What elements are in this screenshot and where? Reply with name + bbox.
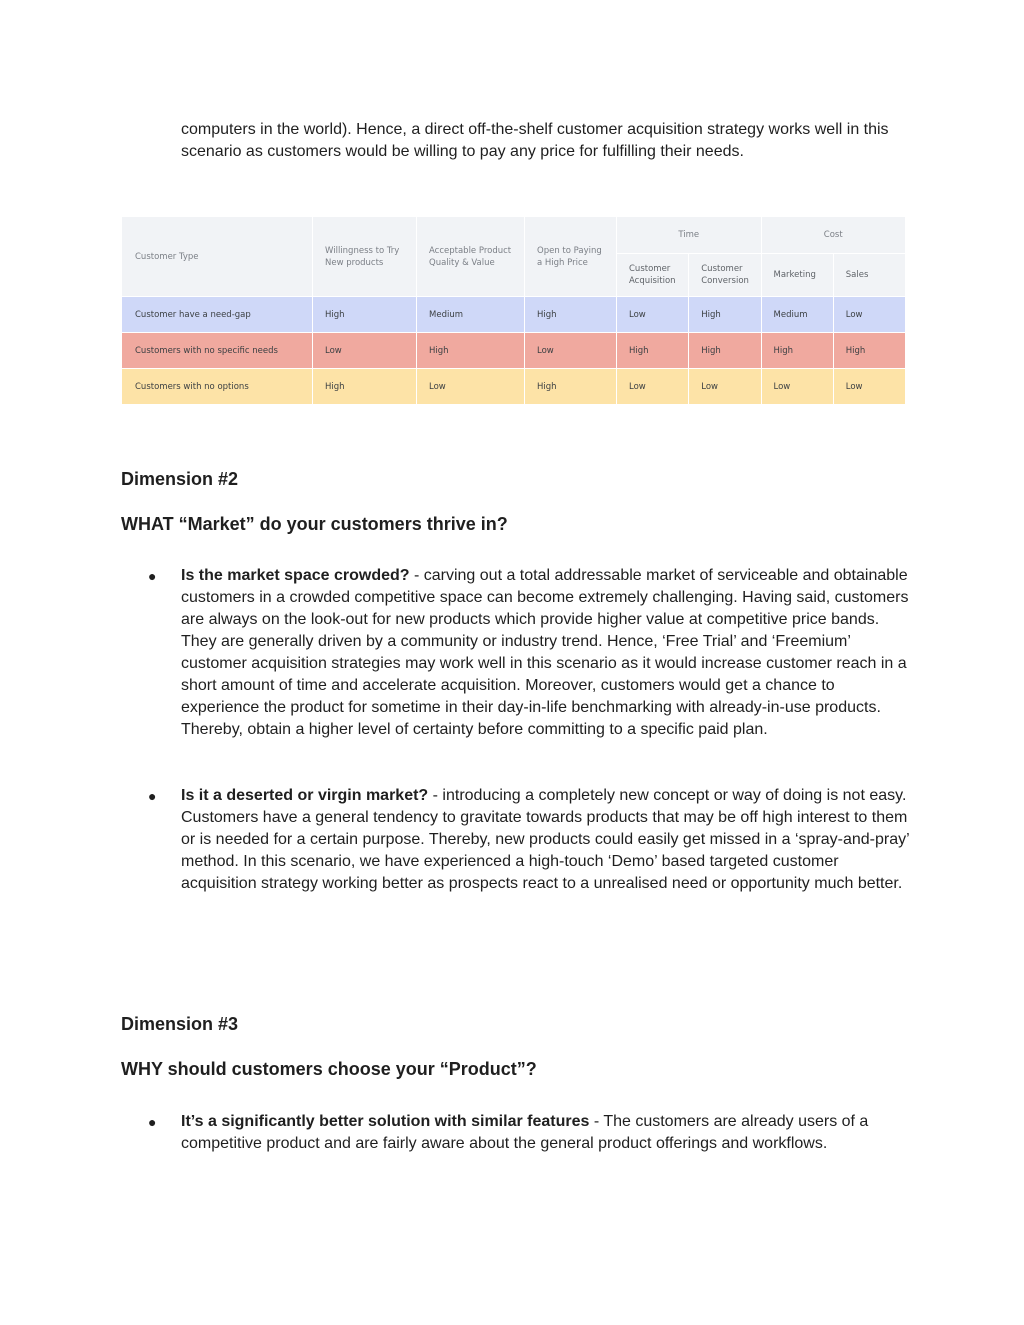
cell-willingness: High xyxy=(313,297,417,333)
cell-acquisition: Low xyxy=(617,369,689,405)
list-item xyxy=(148,1111,910,1155)
list-item xyxy=(148,785,910,895)
cell-acquisition: Low xyxy=(617,297,689,333)
bullet-body: - carving out a total addressable market of serviceable and obtainable customers in a crowded competitive space can become extremely challenging. Having said, customers are always on the look-out for new products which provide higher value at competitive price bands. They are generally driven by a community or industry trend. Hence, ‘Free Trial’ and ‘Freemium’ customer acquisition strategies may work well in this scenario as it would increase customer reach in a short amount of time and accelerate acquisition. Moreover, customers would get a chance to experience the product for sometime in their day-in-life benchmarking with already-in-use products. Thereby, obtain a higher level of certainty before committing to a specific paid plan. xyxy=(181,567,909,738)
cell-quality: High xyxy=(417,333,525,369)
col-header-acquisition: Customer Acquisition xyxy=(617,254,689,297)
col-header-conversion: Customer Conversion xyxy=(689,254,761,297)
bullet-icon: ● xyxy=(148,788,157,804)
cell-conversion: Low xyxy=(689,369,761,405)
table-row xyxy=(122,333,906,369)
col-header-sales: Sales xyxy=(833,254,905,297)
bullet-body: - The customers are already users of a competitive product and are fairly aware about the general product offerings and workflows. xyxy=(181,1113,869,1152)
cell-price: High xyxy=(525,297,617,333)
cell-customer-type: Customer have a need-gap xyxy=(122,297,313,333)
cell-willingness: High xyxy=(313,369,417,405)
bullet-text xyxy=(181,1111,910,1155)
bullet-body: - introducing a completely new concept or way of doing is not easy. Customers have a general tendency to gravitate towards products that may be off high interest to them or is needed for a certain purpose. Thereby, new products could easily get missed in a ‘spray-and-pray’ method. In this scenario, we have experienced a high-touch ‘Demo’ based targeted customer acquisition strategy working better as prospects react to a unrealised need or opportunity much better. xyxy=(181,787,910,892)
table-row xyxy=(122,297,906,333)
list-item xyxy=(148,565,910,741)
dimension3-title: Dimension #3 xyxy=(121,1014,239,1034)
col-header-marketing: Marketing xyxy=(761,254,833,297)
cell-sales: Low xyxy=(833,369,905,405)
cell-acquisition: High xyxy=(617,333,689,369)
cell-price: High xyxy=(525,369,617,405)
group-header-time: Time xyxy=(617,217,762,254)
bullet-bold-lead: Is the market space crowded? xyxy=(181,567,410,584)
cell-sales: Low xyxy=(833,297,905,333)
cell-conversion: High xyxy=(689,333,761,369)
bullet-icon: ● xyxy=(148,1114,157,1130)
customer-type-table xyxy=(121,216,906,405)
bullet-bold-lead: Is it a deserted or virgin market? xyxy=(181,787,429,804)
bullet-icon: ● xyxy=(148,568,157,584)
cell-customer-type: Customers with no specific needs xyxy=(122,333,313,369)
intro-paragraph: computers in the world). Hence, a direct off-the-shelf customer acquisition strategy works well in this scenario as customers would be willing to pay any price for fulfilling their needs. xyxy=(181,121,889,160)
cell-marketing: High xyxy=(761,333,833,369)
bullet-text xyxy=(181,785,910,895)
cell-price: Low xyxy=(525,333,617,369)
dimension2-title: Dimension #2 xyxy=(121,469,239,489)
col-header-willingness: Willingness to Try New products xyxy=(313,217,417,297)
group-header-cost: Cost xyxy=(761,217,906,254)
dimension2-question: WHAT “Market” do your customers thrive in? xyxy=(121,514,508,534)
cell-sales: High xyxy=(833,333,905,369)
table-row xyxy=(122,369,906,405)
cell-quality: Low xyxy=(417,369,525,405)
cell-quality: Medium xyxy=(417,297,525,333)
cell-conversion: High xyxy=(689,297,761,333)
dimension3-question: WHY should customers choose your “Product”? xyxy=(121,1059,537,1079)
col-header-quality: Acceptable Product Quality & Value xyxy=(417,217,525,297)
cell-marketing: Medium xyxy=(761,297,833,333)
bullet-bold-lead: It’s a significantly better solution with similar features xyxy=(181,1113,590,1130)
bullet-text xyxy=(181,565,910,741)
cell-willingness: Low xyxy=(313,333,417,369)
col-header-price: Open to Paying a High Price xyxy=(525,217,617,297)
col-header-customer-type: Customer Type xyxy=(122,217,313,297)
cell-marketing: Low xyxy=(761,369,833,405)
cell-customer-type: Customers with no options xyxy=(122,369,313,405)
